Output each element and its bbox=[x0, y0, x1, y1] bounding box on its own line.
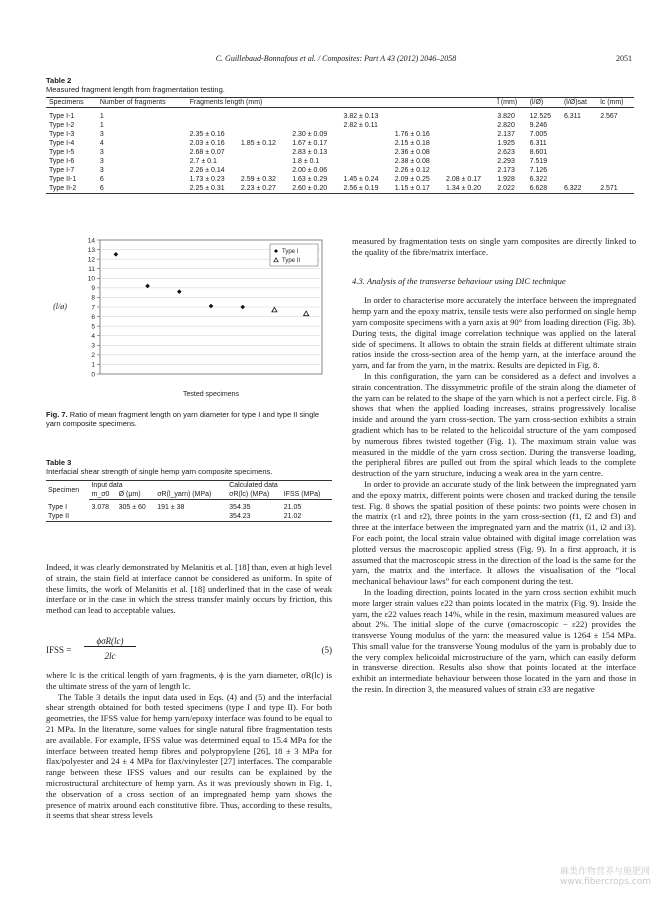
table-cell: Type I-1 bbox=[49, 113, 75, 120]
y-tick-label: 6 bbox=[91, 313, 95, 321]
table3-label: Table 3 bbox=[46, 458, 72, 467]
paragraph: In this configuration, the yarn can be considered as a defect and involves a strain concentration. The dissymmetric profile of the strain along the diameter of the yarn can be related to the shape of the yarn which is not a perfect circle. Fig. 8 shows that when the applied loading increases, strains progressively localise inside and around the yarn cross-section. The yarn cross-section exhibits a strain gradient which has to be related to the helicoidal structure of the yarn composed by numerous fibres twisted together (Fig. 1). The maximum strain value was measured in the middle of the yarn cross section. During the transverse loading, the peripheral fibres are pulled out from the spiral which leads to the complete destruction of the yarn structure, inducing a weak area in the yarn centre. bbox=[352, 370, 636, 479]
table-cell: 1 bbox=[99, 113, 104, 120]
table-cell: 21.02 bbox=[282, 512, 332, 522]
y-tick-label: 2 bbox=[91, 352, 95, 360]
y-tick-label: 12 bbox=[87, 256, 95, 264]
data-point bbox=[304, 311, 309, 316]
paragraph: where lc is the critical length of yarn fragments, ϕ is the yarn diameter, σR(lc) is the ultimate stress of the yarn of length lc. bbox=[46, 670, 332, 691]
equation-5 bbox=[46, 634, 332, 668]
x-axis-label: Tested specimens bbox=[182, 391, 240, 398]
table-row bbox=[46, 157, 634, 166]
y-tick-label: 10 bbox=[87, 275, 95, 283]
y-tick-label: 5 bbox=[91, 323, 95, 331]
table-cell: 2.15 ± 0.18 bbox=[394, 140, 430, 147]
table-cell: 6.311 bbox=[563, 113, 581, 120]
table-cell: 191 ± 38 bbox=[157, 504, 185, 511]
table-cell bbox=[443, 139, 494, 148]
table-cell bbox=[238, 108, 289, 122]
equation-numerator: ϕσR(lc) bbox=[84, 636, 136, 647]
table-cell bbox=[340, 157, 391, 166]
legend-label: Type I bbox=[282, 249, 299, 256]
table-cell: 2.173 bbox=[497, 167, 515, 174]
figure7-caption bbox=[46, 410, 332, 428]
figure7-chart bbox=[46, 236, 332, 402]
table-cell bbox=[443, 166, 494, 175]
table-cell: Type I-7 bbox=[49, 167, 75, 174]
table-cell: 2.26 ± 0.14 bbox=[189, 167, 225, 174]
table2 bbox=[46, 97, 634, 194]
figure7-caption-text: Ratio of mean fragment length on yarn diameter for type I and type II single yarn composite specimens. bbox=[46, 410, 320, 428]
table-cell: Type I-2 bbox=[49, 122, 75, 129]
data-point bbox=[240, 305, 245, 310]
table-cell bbox=[392, 121, 443, 130]
table3-caption-text: Interfacial shear strength of single hemp yarn composite specimens. bbox=[46, 467, 273, 476]
paragraph: In the loading direction, points located in the yarn cross section exhibit much more larger strain values ε22 than points located in the matrix (Fig. 9). Inside the yarn, the ε22 values reach 14%, while in the resin, maximum measured values are about 2%. The initial slope of the curve (σmacroscopic − ε22) provides the transverse Young modulus of the yarn: the measured value is 1264 ± 154 MPa. This small value for the transverse Young modulus of the yarn is probably due to the very complex helicoidal microstructure of the yarn, which can easily deform in transverse direction. Results also show that points located at the interface exhibit an intermediate behaviour between those located in the yarn and those in the resin. In direction 3, the measured values of strain ε33 are negative bbox=[352, 586, 636, 695]
paragraph: In order to provide an accurate study of the link between the impregnated yarn and the epoxy matrix, different points were chosen and tracked during the tensile test. Fig. 8 shows the spatial position of these points: two points were chosen in the matrix (r1 and r2), three points in the yarn cross-section (f1, f2 and f3) and three at the interface between the impregnated yarn and the matrix (i1, i2 and i3). For each point, the local strain value obtained with digital image correlation was plotted versus the macroscopic applied stress (Fig. 9). In a first approach, it is assumed that the macroscopic stress in the direction of the load is the same for the yarn, the matrix and the interface. It allows the visualisation of the “local mechanical behaviour laws” for each component during the test. bbox=[352, 478, 636, 587]
y-tick-label: 4 bbox=[91, 333, 95, 341]
table-cell bbox=[561, 121, 597, 130]
data-point bbox=[177, 289, 182, 294]
running-title: C. Guillebaud-Bonnafous et al. / Composites: Part A 43 (2012) 2046–2058 bbox=[215, 54, 457, 63]
table-cell: 3 bbox=[99, 158, 104, 165]
table-cell: 3.078 bbox=[91, 504, 110, 511]
table-cell bbox=[597, 148, 634, 157]
table2-col-lc: lc (mm) bbox=[597, 98, 634, 108]
table-cell: 2.137 bbox=[497, 131, 515, 138]
table2-col-ratio: (l/Ø) bbox=[527, 98, 561, 108]
table-cell bbox=[597, 175, 634, 184]
table-cell: 1.925 bbox=[497, 140, 515, 147]
table3-col-d: Ø (μm) bbox=[117, 490, 156, 500]
table2-body bbox=[46, 108, 634, 194]
y-tick-label: 13 bbox=[87, 246, 95, 254]
paragraph: Indeed, it was clearly demonstrated by Melanitis et al. [18] than, even at high level of strain, the stain field at interface cannot be considered as uniform. In spite of these limits, the work of Melanitis et al. [18] underlined that in the case of weak interface or in the case in which the stress transfer mainly occurs by friction, this method can lead to acceptable values. bbox=[46, 562, 332, 616]
table-cell: 1.67 ± 0.17 bbox=[292, 140, 328, 147]
table-cell: 1.928 bbox=[497, 176, 515, 183]
table3-col-specimen: Specimen bbox=[46, 481, 89, 500]
section-heading: 4.3. Analysis of the transverse behaviour using DIC technique bbox=[352, 275, 566, 286]
table-cell: Type I-6 bbox=[49, 158, 75, 165]
table-cell bbox=[340, 139, 391, 148]
table-cell: 2.623 bbox=[497, 149, 515, 156]
table-cell bbox=[392, 108, 443, 122]
table3-header-row bbox=[46, 490, 332, 500]
table-cell: 1.76 ± 0.16 bbox=[394, 131, 430, 138]
table-cell bbox=[289, 121, 340, 130]
table-cell: Type I-4 bbox=[49, 140, 75, 147]
table-cell: 2.820 bbox=[497, 122, 515, 129]
table-cell: 2.60 ± 0.20 bbox=[289, 184, 340, 194]
table-cell: 3 bbox=[99, 149, 104, 156]
table-cell: 4 bbox=[99, 140, 104, 147]
table-cell: 3.820 bbox=[497, 113, 515, 120]
table-cell: Type II-1 bbox=[49, 176, 77, 183]
table-cell: 354.35 bbox=[229, 504, 251, 511]
table2-col-fragments: Number of fragments bbox=[97, 98, 187, 108]
table-cell bbox=[561, 157, 597, 166]
table-cell bbox=[155, 512, 227, 522]
table-cell bbox=[561, 166, 597, 175]
table-cell bbox=[238, 166, 289, 175]
table-cell: 354.23 bbox=[227, 512, 282, 522]
table3-caption bbox=[46, 458, 332, 476]
table-cell bbox=[89, 512, 116, 522]
table-cell bbox=[340, 148, 391, 157]
table-cell: 2.25 ± 0.31 bbox=[187, 184, 238, 194]
table-row bbox=[46, 148, 634, 157]
y-axis-label: (l/ø) bbox=[53, 302, 67, 311]
table-row bbox=[46, 108, 634, 122]
data-point bbox=[272, 307, 277, 312]
table-cell: Type I bbox=[48, 503, 68, 511]
y-tick-label: 0 bbox=[91, 371, 95, 379]
y-tick-label: 11 bbox=[88, 266, 95, 274]
table-cell bbox=[561, 175, 597, 184]
table-cell bbox=[238, 157, 289, 166]
table-cell bbox=[561, 148, 597, 157]
table-cell bbox=[561, 130, 597, 139]
table-cell: 2.022 bbox=[494, 184, 526, 194]
table-cell: Type I-3 bbox=[49, 131, 75, 138]
y-tick-label: 9 bbox=[91, 285, 95, 293]
table-cell: 2.09 ± 0.25 bbox=[394, 176, 430, 183]
table-cell: 1.85 ± 0.12 bbox=[240, 140, 276, 147]
table-cell bbox=[340, 166, 391, 175]
table-cell: 3 bbox=[99, 131, 104, 138]
table-cell: 21.05 bbox=[283, 504, 302, 511]
data-point bbox=[145, 284, 150, 289]
y-tick-label: 3 bbox=[91, 342, 95, 350]
running-header bbox=[0, 54, 672, 63]
table2-header-row bbox=[46, 98, 634, 108]
table-cell bbox=[117, 512, 156, 522]
table-cell bbox=[238, 130, 289, 139]
table3-group-calc: Calculated data bbox=[227, 481, 332, 491]
table3-group-row bbox=[46, 481, 332, 491]
table-cell: 7.126 bbox=[529, 167, 548, 174]
equation-denominator: 2lc bbox=[104, 651, 116, 661]
table-cell: 2.35 ± 0.16 bbox=[189, 131, 225, 138]
table-cell: 2.68 ± 0.07 bbox=[189, 149, 225, 156]
table3-col-s1: σR(l_yarn) (MPa) bbox=[155, 490, 227, 500]
table-cell: 2.36 ± 0.08 bbox=[394, 149, 430, 156]
table-cell: 6.628 bbox=[527, 184, 561, 194]
table-cell: 2.26 ± 0.12 bbox=[394, 167, 430, 174]
table-cell: 1.63 ± 0.29 bbox=[292, 176, 328, 183]
table-cell: 305 ± 60 bbox=[118, 504, 146, 511]
table-cell: 1.45 ± 0.24 bbox=[343, 176, 379, 183]
table-cell bbox=[597, 166, 634, 175]
table-cell: 7.005 bbox=[529, 131, 548, 138]
table-cell: 6 bbox=[99, 176, 104, 183]
figure7-label: Fig. 7. bbox=[46, 410, 68, 419]
table-cell: 1 bbox=[99, 122, 104, 129]
table-cell: Type I-5 bbox=[49, 149, 75, 156]
table3-group-input: Input data bbox=[89, 481, 227, 491]
table-cell: 1.15 ± 0.17 bbox=[392, 184, 443, 194]
table-cell bbox=[597, 130, 634, 139]
table-row bbox=[46, 184, 634, 194]
table-cell: 3 bbox=[99, 167, 104, 174]
paragraph: The Table 3 details the input data used in Eqs. (4) and (5) and the interfacial shear strength obtained for both tested specimens (type I and type II). For both geometries, the IFSS value for hemp yarn/epoxy interface was found to be equal to 21 MPa. In the literature, some values for single natural fibre fragmentation tests are available. For example, IFSS value was determined equal to 15.4 MPa for the interface between treated hemp fibres and polypropylene [26], 18 ± 3 MPa for flax/polyester and 24 ± 4 MPa for flax/vinylester [27] interfaces. The comparable range between these IFSS values and our results can be explained by the microstructural architecture of hemp yarn. As it was previously shown in Fig. 1, the observation of a cross section of an impregnated hemp yarn shows the presence of matrix around each constitutive fibre. Thus, according to these results, it seems that shear stress levels bbox=[46, 691, 332, 821]
y-tick-label: 1 bbox=[91, 361, 95, 369]
watermark-url: www.fibercrops.com bbox=[560, 877, 651, 887]
table2-caption-text: Measured fragment length from fragmentation testing. bbox=[46, 85, 225, 94]
table-cell: 2.30 ± 0.09 bbox=[292, 131, 328, 138]
table-cell: 6 bbox=[97, 184, 187, 194]
table-cell: 3.82 ± 0.13 bbox=[343, 113, 379, 120]
table-cell: 7.519 bbox=[529, 158, 548, 165]
table-cell: 2.08 ± 0.17 bbox=[446, 176, 482, 183]
table-row bbox=[46, 166, 634, 175]
left-paragraphs-2 bbox=[46, 670, 332, 821]
table-cell: 2.23 ± 0.27 bbox=[238, 184, 289, 194]
table-cell bbox=[443, 130, 494, 139]
table2-col-ratio-sat: (l/Ø)sat bbox=[561, 98, 597, 108]
table-cell: 2.38 ± 0.08 bbox=[394, 158, 430, 165]
table-cell: 1.73 ± 0.23 bbox=[189, 176, 225, 183]
table-cell bbox=[561, 139, 597, 148]
watermark-cn: 麻类作物营养与施肥网 bbox=[560, 867, 651, 877]
data-point bbox=[209, 304, 214, 309]
table-cell bbox=[340, 130, 391, 139]
table-cell: 6.311 bbox=[529, 140, 547, 147]
table-cell: 2.83 ± 0.13 bbox=[292, 149, 328, 156]
table-cell: 2.56 ± 0.19 bbox=[340, 184, 391, 194]
table-cell: Type II bbox=[46, 512, 89, 522]
table-cell: 2.7 ± 0.1 bbox=[189, 158, 217, 165]
table-cell bbox=[238, 148, 289, 157]
table-cell bbox=[289, 108, 340, 122]
table-cell: 2.00 ± 0.06 bbox=[292, 167, 328, 174]
data-point bbox=[114, 252, 119, 257]
paragraph: In order to characterise more accurately the interface between the impregnated hemp yarn and the epoxy matrix, tensile tests were also performed on single hemp yarn composite specimens with a yarn axis at 90° from loading direction (Fig. 3b). During tests, the digital image correlation technique was applied on the lateral side of specimens. It allows to obtain the strain fields at different ultimate strain ratios inside the cross-section area of the hemp yarn, at the interface around the yarn, and far from the yarn, in the matrix. Results are depicted in Fig. 8. bbox=[352, 295, 636, 371]
table-cell bbox=[443, 157, 494, 166]
table2-col-lengths: Fragments length (mm) bbox=[187, 98, 495, 108]
table-cell: 2.59 ± 0.32 bbox=[240, 176, 276, 183]
table-cell bbox=[597, 121, 634, 130]
table-cell: 1.34 ± 0.20 bbox=[443, 184, 494, 194]
table2-label: Table 2 bbox=[46, 76, 72, 85]
y-tick-label: 7 bbox=[91, 304, 95, 312]
table-cell: 6.322 bbox=[561, 184, 597, 194]
table-cell: 9.246 bbox=[529, 122, 548, 129]
table-cell bbox=[597, 139, 634, 148]
left-paragraph-1 bbox=[46, 562, 332, 616]
table-cell bbox=[443, 108, 494, 122]
paragraph: measured by fragmentation tests on single yarn composites are directly linked to the quality of the fibre/matrix interface. bbox=[352, 236, 636, 257]
table3 bbox=[46, 480, 332, 522]
equation-lhs: IFSS = bbox=[46, 645, 72, 655]
table2-col-specimens: Specimens bbox=[46, 98, 97, 108]
table-row bbox=[46, 500, 332, 513]
table2-caption bbox=[46, 76, 626, 94]
table-row bbox=[46, 139, 634, 148]
table-cell: 2.03 ± 0.16 bbox=[189, 140, 225, 147]
table-cell: 12.525 bbox=[529, 113, 552, 120]
table-cell: 2.82 ± 0.11 bbox=[343, 122, 378, 129]
table-cell: 6.322 bbox=[529, 176, 548, 183]
table-row bbox=[46, 121, 634, 130]
equation-number: (5) bbox=[321, 645, 332, 655]
table-cell: 2.567 bbox=[600, 113, 618, 120]
table-cell: Type II-2 bbox=[46, 184, 97, 194]
table-cell bbox=[187, 108, 238, 122]
table-row bbox=[46, 512, 332, 522]
table3-col-m: m_σ0 bbox=[89, 490, 116, 500]
table-row bbox=[46, 175, 634, 184]
table-cell: 1.8 ± 0.1 bbox=[292, 158, 320, 165]
table-cell bbox=[187, 121, 238, 130]
y-tick-label: 14 bbox=[87, 237, 95, 245]
table3-col-ifss: IFSS (MPa) bbox=[282, 490, 332, 500]
table-cell bbox=[597, 157, 634, 166]
page-number: 2051 bbox=[616, 54, 632, 63]
right-column bbox=[352, 236, 636, 695]
table-cell: 8.601 bbox=[529, 149, 548, 156]
table2-col-mean: l̄ (mm) bbox=[494, 98, 526, 108]
table-cell bbox=[443, 121, 494, 130]
y-tick-label: 8 bbox=[91, 294, 95, 302]
table-cell bbox=[238, 121, 289, 130]
legend-label: Type II bbox=[282, 258, 301, 265]
table3-col-s2: σR(lc) (MPa) bbox=[227, 490, 282, 500]
table-cell: 2.571 bbox=[597, 184, 634, 194]
table-row bbox=[46, 130, 634, 139]
table-cell: 2.293 bbox=[497, 158, 515, 165]
table-cell bbox=[443, 148, 494, 157]
